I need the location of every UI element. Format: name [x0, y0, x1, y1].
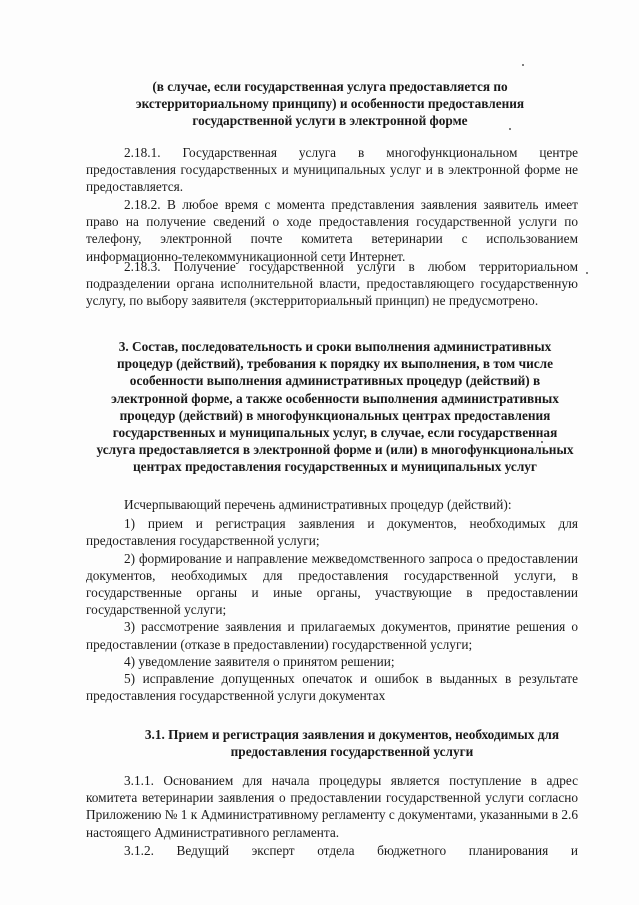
- heading-top: (в случае, если государственная услуга предоставляется по экстерриториальному принципу) и особенности предоставления государственной услуги в электронной форме: [135, 79, 525, 129]
- paragraph-3-1-2: 3.1.2. Ведущий эксперт отдела бюджетного планирования и: [124, 843, 578, 858]
- paragraph-2-18-3: 2.18.3. Получение государственной услуги в любом территориальном подразделении органа исполнительной власти, предоставляющего государственную услугу, по выбору заявителя (экстерриториальный принцип) не предусмотрено.: [86, 259, 578, 309]
- paragraph-2-18-1: 2.18.1. Государственная услуга в многофункциональном центре предоставления государственных и муниципальных услуг и в электронной форме не предоставляется.: [86, 145, 578, 195]
- paragraph-2-18-2: 2.18.2. В любое время с момента представления заявления заявитель имеет право на получение сведений о ходе предоставления государственной услуги по телефону, электронной почте комитета ветеринарии с использованием информационно-телекоммуникационной сети Интернет.: [86, 197, 578, 264]
- list-item: 2) формирование и направление межведомственного запроса о предоставлении документов, необходимых для предоставления государственной услуги, в государственные органы и иные органы, участвующие в предоставлении государственной услуги;: [86, 550, 578, 618]
- list-item: 5) исправление допущенных опечаток и ошибок в выданных в результате предоставления государственной услуги документах: [86, 671, 578, 704]
- list-item: 4) уведомление заявителя о принятом решении;: [124, 653, 395, 669]
- heading-3-1: 3.1. Прием и регистрация заявления и документов, необходимых для предоставления государственной услуги: [144, 727, 560, 760]
- scan-speck: [522, 64, 524, 66]
- heading-section-3: 3. Состав, последовательность и сроки выполнения административных процедур (действий), требования к порядку их выполнения, в том числе особенности выполнения административных процедур (действий) в электронной форме, а также особенности выполнения административных процедур (действий) в многофункциональных центрах предоставления государственных и муниципальных услуг, в случае, если государственная услуга предоставляется в электронной форме и (или) в многофункциональных центрах предоставления государственных и муниципальных услуг: [96, 339, 574, 475]
- paragraph-3-1-1: 3.1.1. Основанием для начала процедуры является поступление в адрес комитета ветеринарии заявления о предоставлении государственной услуги согласно Приложению № 1 к Административному регламенту с документами, указанными в 2.6 настоящего Административного регламента.: [86, 773, 578, 840]
- procedure-list: [86, 496, 578, 704]
- scan-speck: [586, 272, 588, 274]
- list-intro: Исчерпывающий перечень административных процедур (действий):: [124, 497, 512, 512]
- list-item: 3) рассмотрение заявления и прилагаемых документов, принятие решения о предоставлении (отказе в предоставлении) государственной услуги;: [86, 619, 578, 652]
- list-item: 1) прием и регистрация заявления и документов, необходимых для предоставления государственной услуги;: [86, 516, 578, 549]
